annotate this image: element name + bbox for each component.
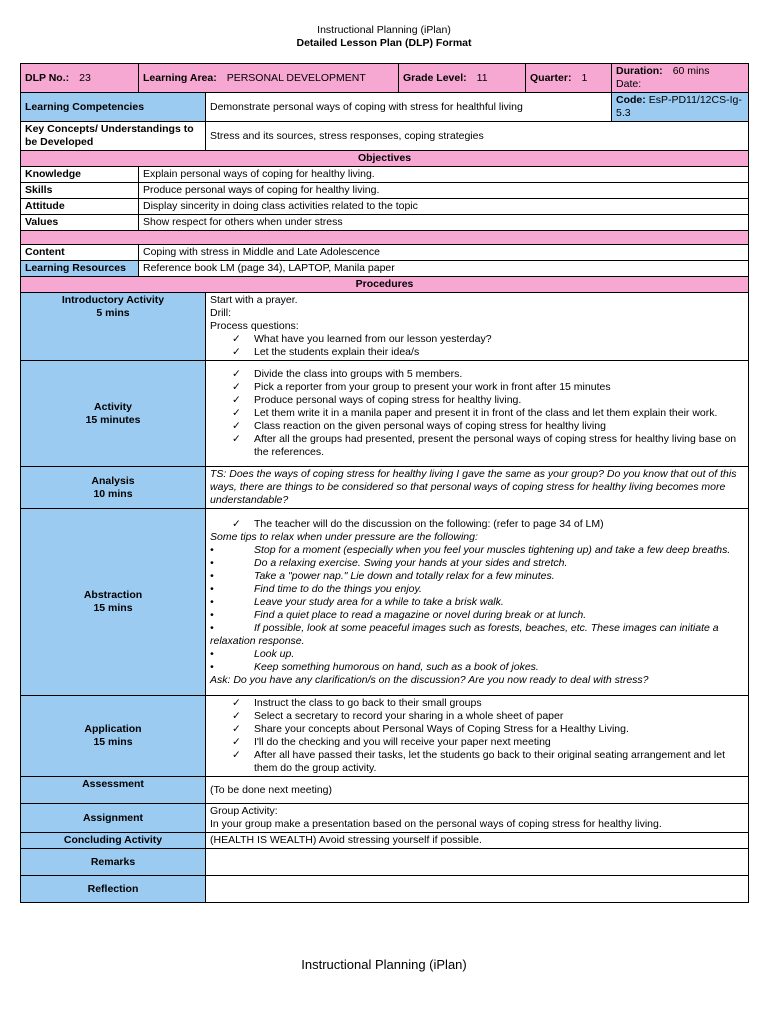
knowledge-label: Knowledge [21,167,139,183]
bullet-icon: • [210,608,214,621]
assessment-label: Assessment [21,777,206,804]
values-label: Values [21,215,139,231]
check-icon: ✓ [232,394,241,406]
attitude-label: Attitude [21,199,139,215]
check-icon: ✓ [232,723,241,735]
abstraction-label-cell: Abstraction 15 mins [21,509,206,696]
application-content: ✓ Instruct the class to go back to their small groups ✓ Select a secretary to record your sharing in a whole sheet of paper ✓ Share your concepts about Personal Ways of Coping Stress for a Healthy Living. ✓ I'll do the checking and you will receive your paper next meeting ✓ After all have passed their tasks, let the students go back to their original seating arrangement and let them do the group activity. [206,696,749,777]
check-icon: ✓ [232,749,241,761]
content-label: Content [21,245,139,261]
skills-value: Produce personal ways of coping for healthy living. [139,183,749,199]
concepts-value: Stress and its sources, stress responses, coping strategies [206,122,749,151]
check-icon: ✓ [232,381,241,393]
skills-label: Skills [21,183,139,199]
resources-value: Reference book LM (page 34), LAPTOP, Manila paper [139,261,749,277]
check-icon: ✓ [232,517,241,530]
header-title: Instructional Planning (iPlan) [317,24,451,36]
header-subtitle: Detailed Lesson Plan (DLP) Format [296,37,472,49]
knowledge-value: Explain personal ways of coping for healthy living. [139,167,749,183]
check-icon: ✓ [232,333,241,345]
assignment-label: Assignment [21,804,206,833]
concepts-label: Key Concepts/ Understandings to be Developed [21,122,206,151]
abstraction-content: ✓ The teacher will do the discussion on the following: (refer to page 34 of LM) Some tips to relax when under pressure are the following: • Stop for a moment (especially when you feel your muscles tightening up) and take a few deep breaths. • Do a relaxing exercise. Swing your hands at your sides and stretch. • Take a "power nap." Lie down and totally relax for a few minutes. • Find time to do the things you enjoy. • Leave your study area for a while to take a brisk walk. • Find a quiet place to read a magazine or novel during break or at lunch. • If possible, look at some peaceful images such as forests, beaches, etc. These images can initiate a relaxation response. • Look up. • Keep something humorous on hand, such as a book of jokes. Ask: Do you have any clarification/s on the discussion? Are you now ready to deal with stress? [206,509,749,696]
lesson-plan-table [20,63,749,903]
dlp-number-cell: DLP No.: 23 [21,64,139,93]
values-value: Show respect for others when under stress [139,215,749,231]
analysis-content: TS: Does the ways of coping stress for healthy living I gave the same as your group? Do you know that out of this ways, there are things to be considered so that personal ways of coping stress for healthy living becomes more understandable? [206,467,749,509]
application-label-cell: Application 15 mins [21,696,206,777]
check-icon: ✓ [232,407,241,419]
bullet-icon: • [210,660,214,673]
intro-content: Start with a prayer. Drill: Process questions: ✓ What have you learned from our lesson yesterday? ✓ Let the students explain their idea/s [206,293,749,361]
activity-label-cell: Activity 15 minutes [21,361,206,467]
check-icon: ✓ [232,420,241,432]
grade-level-cell: Grade Level: 11 [399,64,526,93]
date-label: Date: [616,78,642,90]
concluding-value: (HEALTH IS WEALTH) Avoid stressing yourself if possible. [206,833,749,849]
remarks-value [206,849,749,876]
content-value: Coping with stress in Middle and Late Adolescence [139,245,749,261]
reflection-label: Reflection [21,876,206,903]
concluding-label: Concluding Activity [21,833,206,849]
reflection-value [206,876,749,903]
check-icon: ✓ [232,368,241,380]
bullet-icon: • [210,543,214,556]
attitude-value: Display sincerity in doing class activities related to the topic [139,199,749,215]
bullet-icon: • [210,621,214,634]
quarter-cell: Quarter: 1 [526,64,612,93]
resources-label: Learning Resources [21,261,139,277]
intro-label-cell: Introductory Activity 5 mins [21,293,206,361]
check-icon: ✓ [232,710,241,722]
learning-area-cell: Learning Area: PERSONAL DEVELOPMENT [139,64,399,93]
bullet-icon: • [210,556,214,569]
remarks-label: Remarks [21,849,206,876]
procedures-header: Procedures [21,277,749,293]
check-icon: ✓ [232,697,241,709]
bullet-icon: • [210,582,214,595]
bullet-icon: • [210,595,214,608]
bullet-icon: • [210,647,214,660]
footer-title: Instructional Planning (iPlan) [301,957,467,972]
duration-cell: Duration: 60 mins Date: [612,64,749,93]
check-icon: ✓ [232,346,241,358]
code-cell: Code: EsP-PD11/12CS-Ig-5.3 [612,93,749,122]
check-icon: ✓ [232,433,241,445]
competencies-value: Demonstrate personal ways of coping with stress for healthful living [206,93,612,122]
objectives-header: Objectives [21,151,749,167]
activity-content: ✓ Divide the class into groups with 5 members. ✓ Pick a reporter from your group to present your work in front after 15 minutes ✓ Produce personal ways of coping stress for healthy living. ✓ Let them write it in a manila paper and present it in front of the class and let them explain their work. ✓ Class reaction on the given personal ways of coping stress for healthy living ✓ After all the groups had presented, present the personal ways of coping stress for healthy living base on the references. [206,361,749,467]
competencies-label: Learning Competencies [21,93,206,122]
check-icon: ✓ [232,736,241,748]
assessment-value: (To be done next meeting) [206,777,749,804]
assignment-content: Group Activity: In your group make a presentation based on the personal ways of coping stress for healthy living. [206,804,749,833]
bullet-icon: • [210,569,214,582]
spacer-row [21,231,749,245]
analysis-label-cell: Analysis 10 mins [21,467,206,509]
